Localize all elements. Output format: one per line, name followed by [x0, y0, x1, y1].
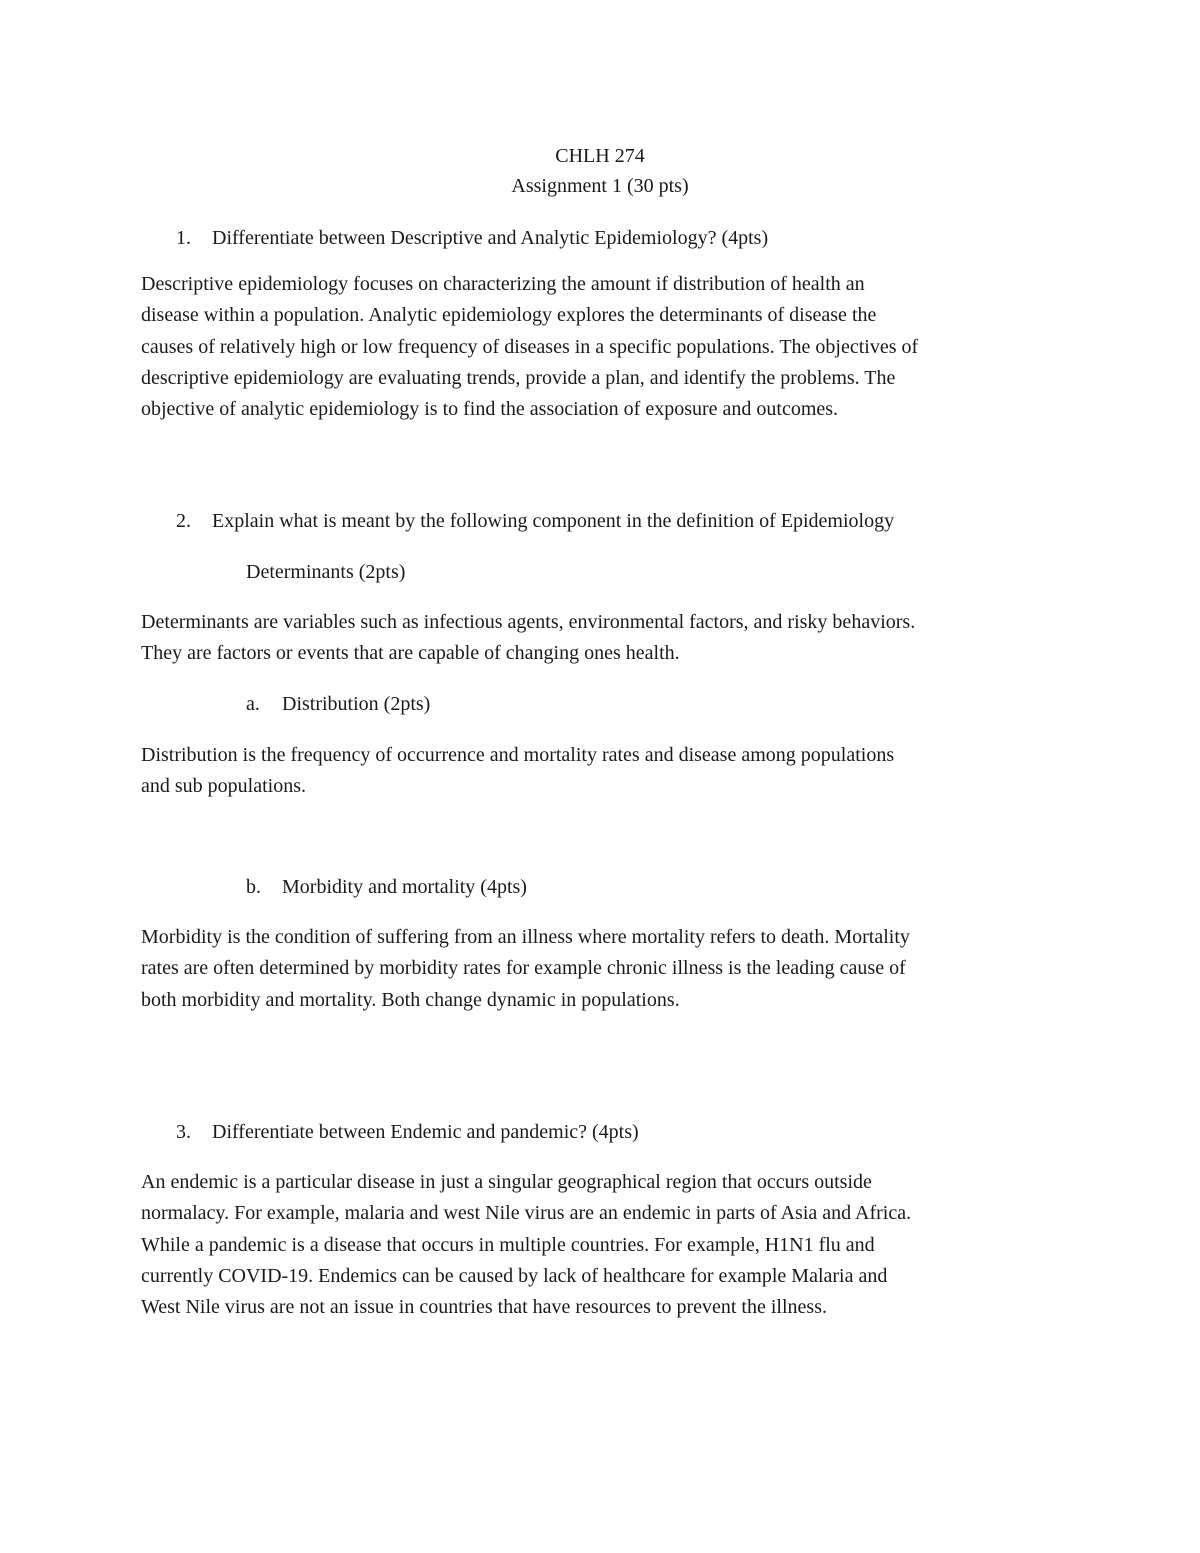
answer-line: normalacy. For example, malaria and west Nile virus are an endemic in parts of Asia and Africa. [141, 1202, 912, 1225]
question-text: Differentiate between Descriptive and Analytic Epidemiology? (4pts) [212, 227, 769, 249]
question-1 [176, 223, 768, 253]
answer-line: An endemic is a particular disease in just a singular geographical region that occurs outside [141, 1171, 872, 1193]
question-number: 1. [176, 227, 191, 249]
answer-line: West Nile virus are not an issue in countries that have resources to prevent the illness. [141, 1296, 827, 1319]
answer-line: Descriptive epidemiology focuses on characterizing the amount if distribution of health an [141, 273, 865, 295]
answer-distribution [141, 740, 1071, 803]
question-text: Explain what is meant by the following component in the definition of Epidemiology [212, 510, 895, 532]
part-morbidity-mortality [246, 872, 527, 902]
answer-line: and sub populations. [141, 775, 306, 798]
course-code: CHLH 274 [555, 145, 645, 167]
answer-line: objective of analytic epidemiology is to find the association of exposure and outcomes. [141, 398, 839, 421]
part-label: b. [246, 876, 261, 898]
answer-1 [141, 269, 1071, 425]
answer-line: While a pandemic is a disease that occurs in multiple countries. For example, H1N1 flu and [141, 1233, 875, 1256]
assignment-title: Assignment 1 (30 pts) [511, 175, 689, 197]
answer-line: disease within a population. Analytic epidemiology explores the determinants of disease the [141, 304, 877, 327]
part-determinants [246, 557, 405, 587]
part-text: Determinants (2pts) [246, 561, 406, 583]
answer-3 [141, 1167, 1071, 1323]
answer-line: Determinants are variables such as infectious agents, environmental factors, and risky behaviors. [141, 611, 916, 633]
part-distribution [246, 689, 430, 719]
question-2 [176, 506, 894, 536]
answer-line: Distribution is the frequency of occurrence and mortality rates and disease among populations [141, 744, 895, 766]
question-number: 3. [176, 1121, 191, 1143]
answer-line: Morbidity is the condition of suffering from an illness where mortality refers to death. Mortality [141, 926, 910, 948]
question-number: 2. [176, 510, 191, 532]
answer-morbidity-mortality [141, 922, 1071, 1016]
answer-line: both morbidity and mortality. Both change dynamic in populations. [141, 988, 680, 1011]
answer-determinants [141, 607, 1071, 670]
answer-line: causes of relatively high or low frequency of diseases in a specific populations. The objectives of [141, 335, 919, 358]
part-text: Morbidity and mortality (4pts) [282, 876, 527, 898]
question-text: Differentiate between Endemic and pandemic? (4pts) [212, 1121, 639, 1143]
part-label: a. [246, 693, 260, 715]
question-3 [176, 1117, 639, 1147]
part-text: Distribution (2pts) [282, 693, 431, 715]
answer-line: They are factors or events that are capable of changing ones health. [141, 642, 680, 665]
answer-line: currently COVID-19. Endemics can be caused by lack of healthcare for example Malaria and [141, 1264, 888, 1287]
answer-line: descriptive epidemiology are evaluating trends, provide a plan, and identify the problems. The [141, 366, 896, 389]
answer-line: rates are often determined by morbidity rates for example chronic illness is the leading cause of [141, 957, 906, 980]
